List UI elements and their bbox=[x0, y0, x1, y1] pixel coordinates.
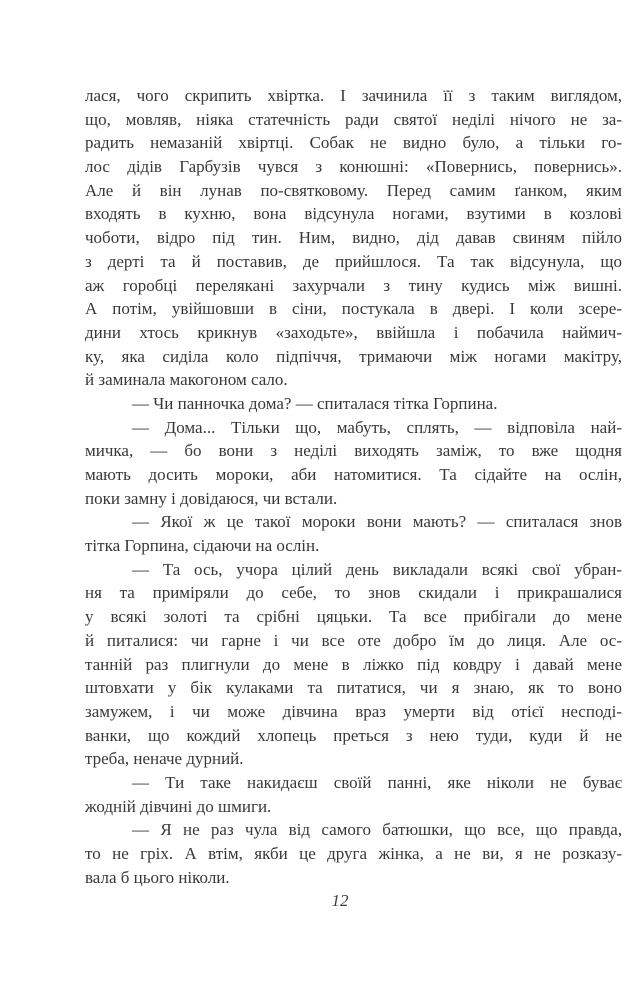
text-line: штовхати у бік кулаками та питатися, чи я знаю, як то воно bbox=[85, 678, 622, 698]
text-line: входять в кухню, вона відсунула ногами, взутими в козлові bbox=[85, 204, 622, 224]
text-line: ня та приміряли до себе, то знов скидали і прикрашалися bbox=[85, 583, 622, 603]
text-line: дини хтось крикнув «заходьте», ввійшла і побачила наймич- bbox=[85, 322, 622, 342]
text-line: — Ти таке накидаєш своїй панні, яке ніколи не буває bbox=[132, 772, 622, 792]
text-line: замужем, і чи може дівчина враз умерти від отієї несподі- bbox=[85, 701, 622, 721]
text-line: що, мовляв, ніяка статечність ради святої неділі нічого не за- bbox=[85, 109, 622, 129]
text-line: танній раз плигнули до мене в ліжко під ковдру і давай мене bbox=[85, 654, 622, 674]
text-line: радить немазаній хвіртці. Собак не видно було, а тільки го- bbox=[85, 133, 622, 153]
text-line: мичка, — бо вони з неділі виходять заміж, то вже щодня bbox=[85, 441, 622, 461]
text-line: — Чи панночка дома? — спиталася тітка Горпина. bbox=[132, 393, 498, 413]
text-line: й питалися: чи гарне і чи все оте добро їм до лиця. Але ос- bbox=[85, 630, 622, 650]
text-line: тітка Горпина, сідаючи на ослін. bbox=[85, 536, 320, 556]
text-line: — Якої ж це такої мороки вони мають? — спиталася знов bbox=[132, 512, 622, 532]
text-line: ванки, що кождий хлопець преться з нею туди, куди й не bbox=[85, 725, 622, 745]
text-line: — Та ось, учора цілий день викладали всякі свої убран- bbox=[132, 559, 622, 579]
text-line: — Дома... Тільки що, мабуть, сплять, — відповіла най- bbox=[132, 417, 622, 437]
text-line: — Я не раз чула від самого батюшки, що все, що правда, bbox=[132, 820, 622, 840]
text-line: треба, неначе дурний. bbox=[85, 749, 244, 769]
text-line: аж горобці перелякані захурчали з тину кудись між вишні. bbox=[85, 275, 622, 295]
text-line: мають досить мороки, аби натомитися. Та сідайте на ослін, bbox=[85, 465, 622, 484]
text-line: поки замну і довідаюся, чи встали. bbox=[85, 488, 338, 508]
text-line: з дерті та й поставив, де прийшлося. Та так відсунула, що bbox=[85, 251, 622, 271]
text-line: то не гріх. А втім, якби це друга жінка, а не ви, я не розказу- bbox=[85, 844, 622, 863]
text-line: ку, яка сиділа коло підпіччя, тримаючи між ногами макітру, bbox=[85, 346, 622, 366]
page-text bbox=[85, 84, 622, 889]
text-line: А потім, увійшовши в сіни, постукала в двері. І коли зсере- bbox=[85, 299, 622, 319]
text-line: лася, чого скрипить хвіртка. І зачинила її з таким виглядом, bbox=[85, 86, 622, 105]
text-line: й заминала макогоном сало. bbox=[85, 370, 288, 390]
page-number: 12 bbox=[331, 891, 349, 910]
text-line: Але й він лунав по-святковому. Перед самим ґанком, яким bbox=[85, 180, 622, 200]
text-line: вала б цього ніколи. bbox=[85, 867, 230, 887]
text-line: чоботи, відро під тин. Ним, видно, дід давав свиням пійло bbox=[85, 228, 622, 248]
text-line: лос дідів Гарбузів чувся з конюшні: «Повернись, повернись». bbox=[85, 157, 622, 177]
text-line: у всякі золоті та срібні цяцьки. Та все прибігали до мене bbox=[85, 607, 622, 627]
text-line: жодній дівчині до шмиги. bbox=[85, 796, 272, 816]
